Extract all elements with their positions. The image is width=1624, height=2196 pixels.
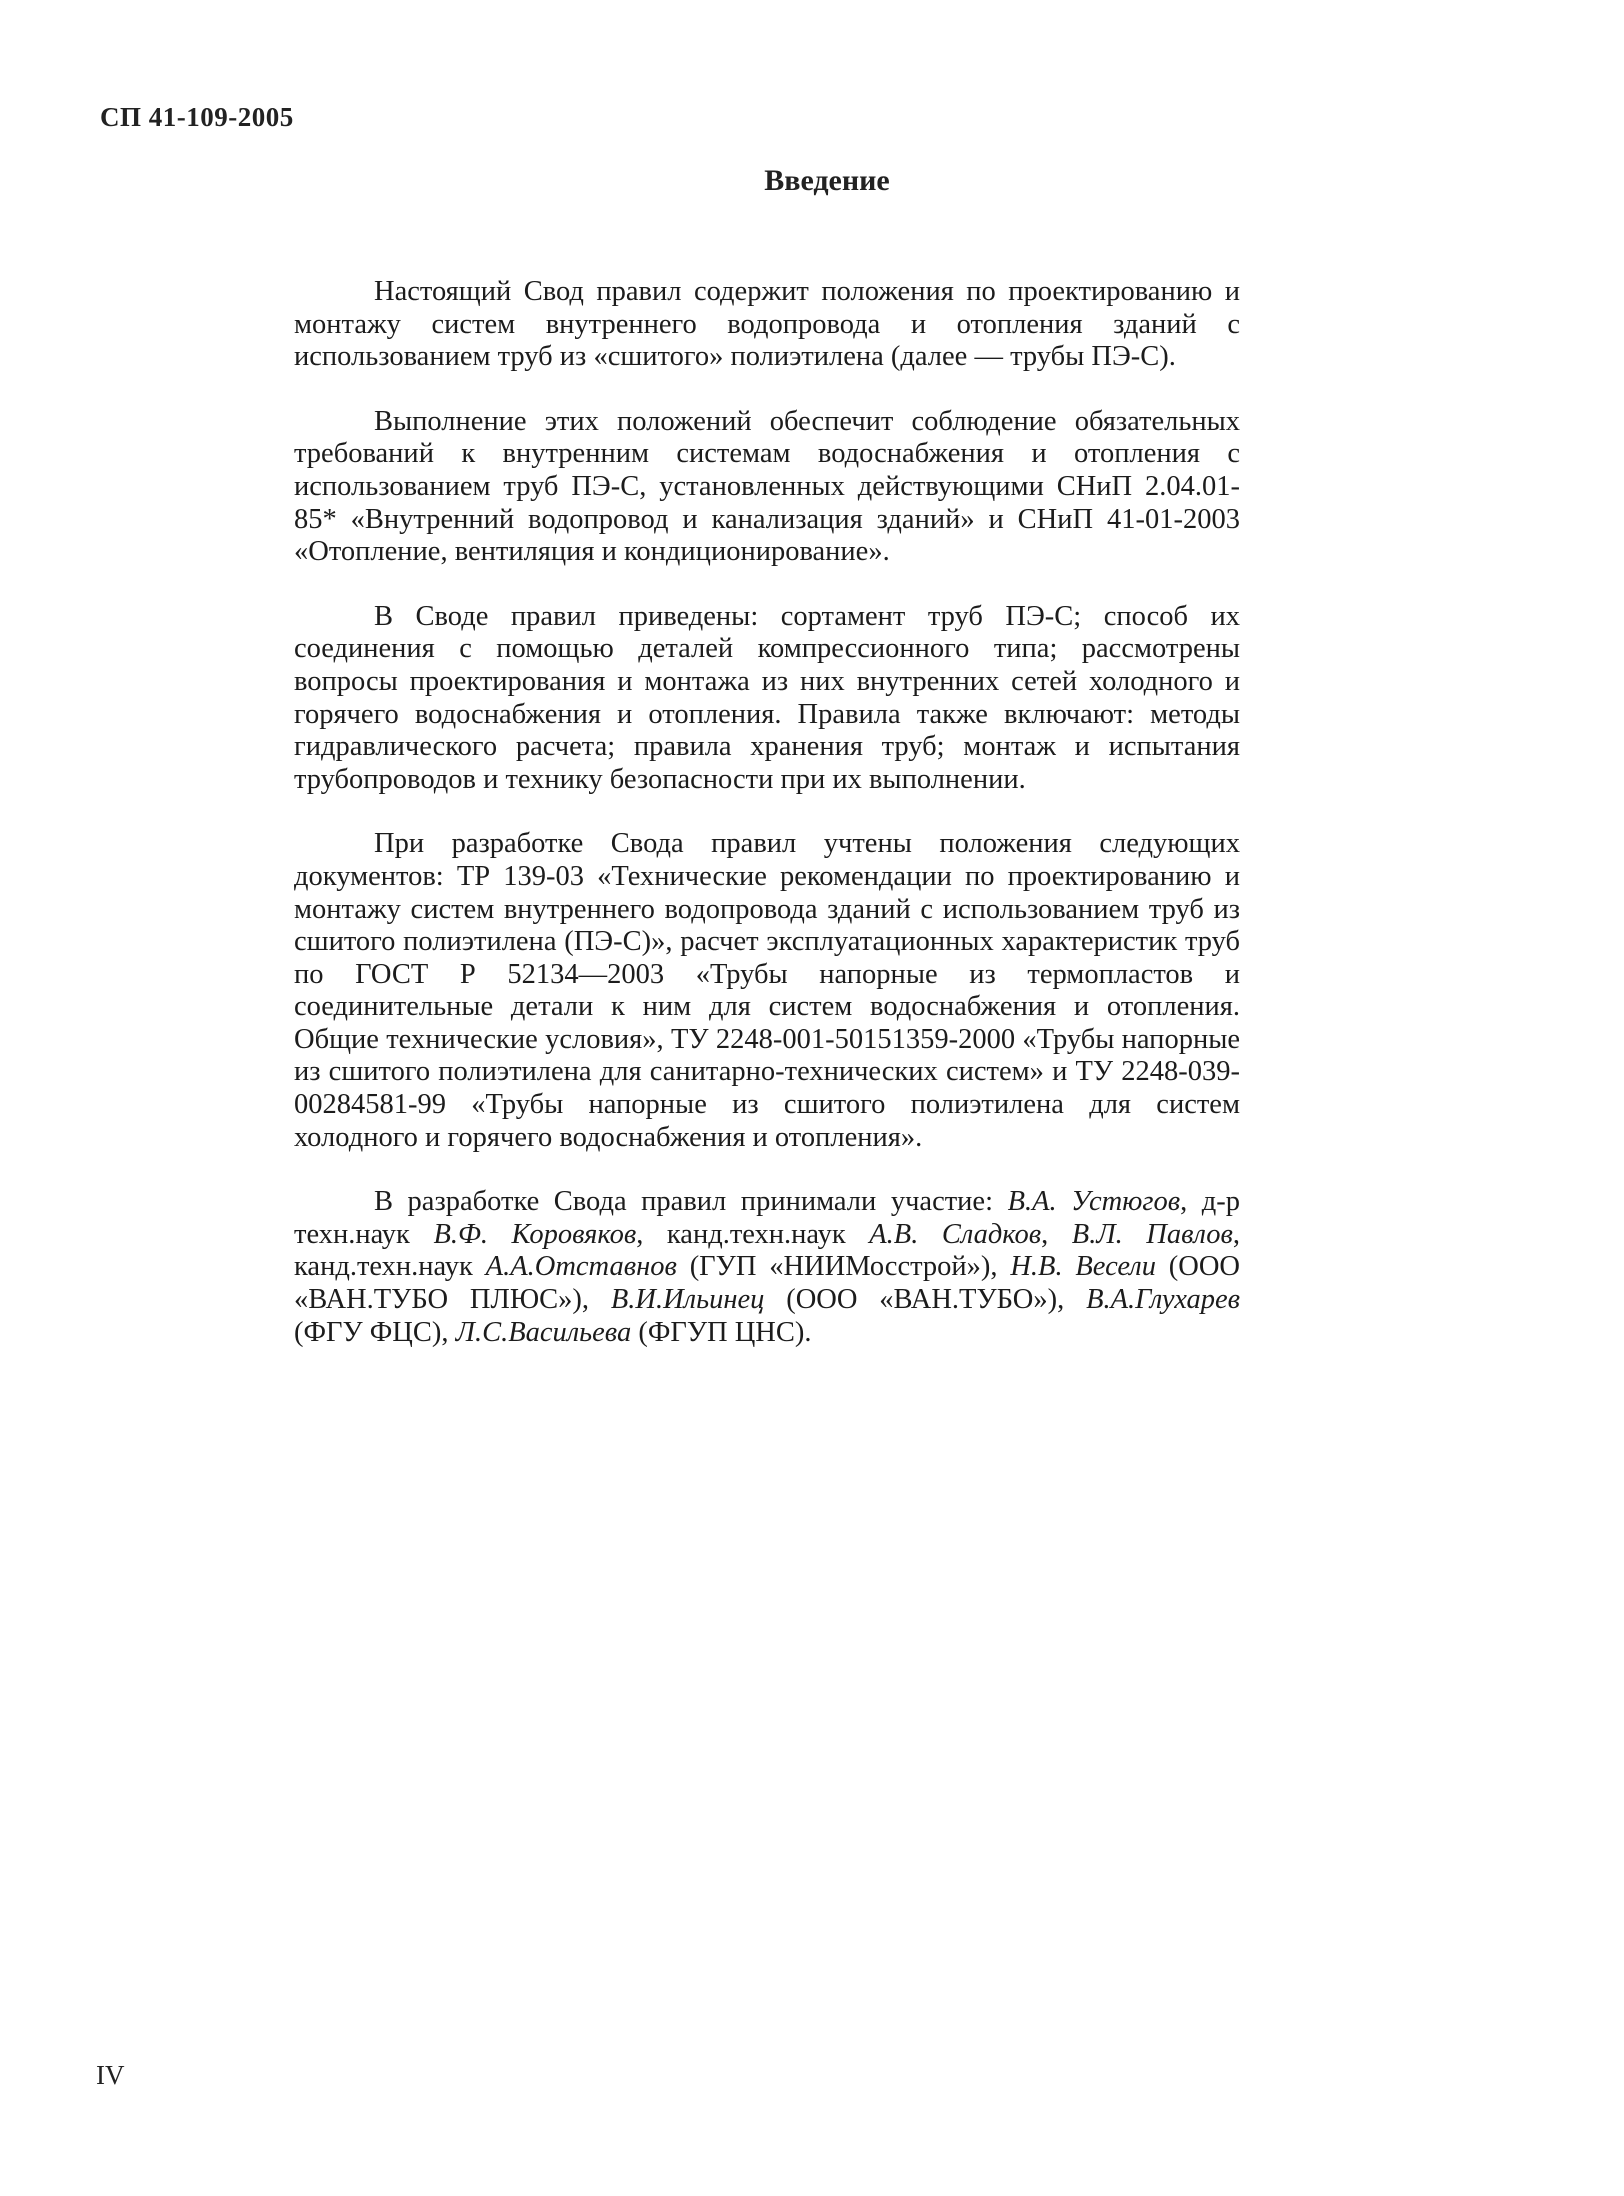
contributor-name: А.В. Сладков (869, 1218, 1042, 1250)
contributor-name: Н.В. Весели (1010, 1251, 1156, 1283)
contributor-organization: (ООО «ВАН.ТУБО ПЛЮС»), (294, 1251, 1241, 1316)
contributor-degree: , канд.техн.наук (636, 1218, 846, 1250)
page-title: Введение (764, 164, 890, 197)
document-code: СП 41-109-2005 (100, 102, 294, 132)
contributor-degree: , д-р техн.наук (294, 1186, 1241, 1250)
document-body (294, 276, 1240, 1349)
contributor-name: Л.С.Васильева (455, 1316, 632, 1348)
contributor-organization: (ФГУП ЦНС). (638, 1316, 812, 1348)
contributors-intro: В разработке Свода правил принимали участие: (374, 1186, 993, 1218)
contributor-organization: (ГУП «НИИМосстрой»), (689, 1251, 998, 1283)
contributors-paragraph (294, 1186, 1240, 1349)
paragraph-2: Выполнение этих положений обеспечит соблюдение обязательных требований к внутренним системам водоснабжения и отопления с использованием труб ПЭ-С, установленных действующими СНиП 2.04.01-85* «Внутренний водопровод и канализация зданий» и СНиП 41-01-2003 «Отопление, вентиляция и кондиционирование». (294, 405, 1240, 568)
paragraph-1: Настоящий Свод правил содержит положения по проектированию и монтажу систем внутреннего водопровода и отопления зданий с использованием труб из «сшитого» полиэтилена (далее — трубы ПЭ-С). (294, 276, 1240, 373)
contributor-separator: , (1041, 1218, 1049, 1250)
contributor-degree: , канд.техн.наук (294, 1218, 1240, 1283)
contributor-name: В.Л. Павлов (1071, 1218, 1233, 1250)
contributor-organization: (ООО «ВАН.ТУБО»), (786, 1284, 1065, 1316)
contributor-name: В.Ф. Коровяков (433, 1218, 637, 1250)
contributor-name: А.А.Отставнов (485, 1251, 677, 1283)
paragraph-4: При разработке Свода правил учтены положения следующих документов: ТР 139-03 «Технические рекомендации по проектированию и монтажу систем внутреннего водопровода зданий с использованием труб из сшитого полиэтилена (ПЭ-С)», расчет эксплуатационных характеристик труб по ГОСТ Р 52134—2003 «Трубы напорные из термопластов и соединительные детали к ним для систем водоснабжения и отопления. Общие технические условия», ТУ 2248-001-50151359-2000 «Трубы напорные из сшитого полиэтилена для санитарно-технических систем» и ТУ 2248-039-00284581-99 «Трубы напорные из сшитого полиэтилена для систем холодного и горячего водоснабжения и отопления». (294, 828, 1240, 1153)
contributor-name: В.А. Устюгов (1007, 1186, 1181, 1218)
contributor-name: В.А.Глухарев (1086, 1284, 1240, 1316)
contributor-organization: (ФГУ ФЦС), (294, 1316, 449, 1348)
paragraph-3: В Своде правил приведены: сортамент труб ПЭ-С; способ их соединения с помощью деталей компрессионного типа; рассмотрены вопросы проектирования и монтажа из них внутренних сетей холодного и горячего водоснабжения и отопления. Правила также включают: методы гидравлического расчета; правила хранения труб; монтаж и испытания трубопроводов и технику безопасности при их выполнении. (294, 600, 1240, 795)
page-number: IV (96, 2060, 125, 2090)
contributor-name: В.И.Ильинец (610, 1284, 765, 1316)
